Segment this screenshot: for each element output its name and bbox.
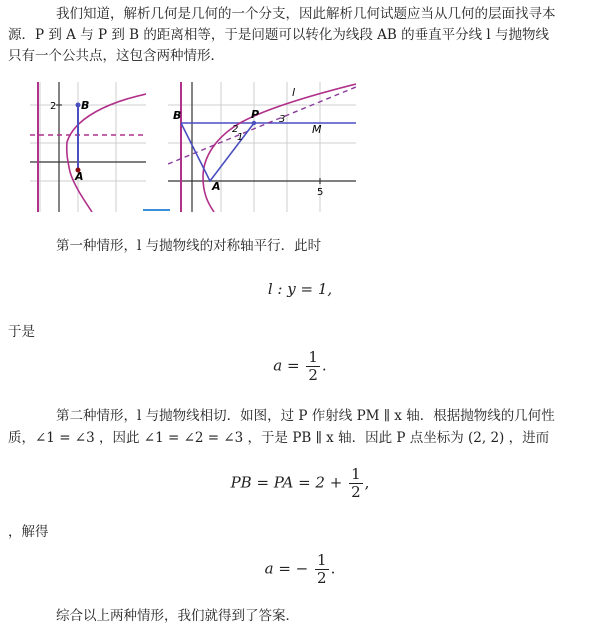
figure-divider-accent xyxy=(143,209,170,211)
case2-result-lhs: a = − xyxy=(264,559,309,578)
case1-result xyxy=(0,349,600,384)
label-B: B xyxy=(81,99,90,112)
case2-jiede: ，解得 xyxy=(8,524,49,540)
case2-equation xyxy=(0,466,600,501)
intro-line-1: 我们知道，解析几何是几何的一个分支，因此解析几何试题应当从几何的层面找寻本 xyxy=(56,6,556,22)
case2-result-tail: . xyxy=(330,559,336,578)
conclusion: 综合以上两种情形，我们就得到了答案． xyxy=(56,608,299,624)
parabola xyxy=(203,84,356,212)
case1-equation: l : y = 1, xyxy=(267,280,333,298)
case1-result-lhs: a = xyxy=(273,356,300,375)
case2-eq-fraction-num: 1 xyxy=(351,465,361,483)
intro-line-2: 源．P 到 A 与 P 到 B 的距离相等，于是问题可以转化为线段 AB 的垂直平分线 l 与抛物线 xyxy=(8,27,550,43)
label-angle-1: 1 xyxy=(237,132,244,143)
case2-result xyxy=(0,552,600,587)
case1-fraction xyxy=(306,349,320,384)
label-angle-2: 2 xyxy=(232,124,239,135)
label-l: l xyxy=(292,86,296,99)
case2-line-2: 质，∠1 = ∠3 ，因此 ∠1 = ∠2 = ∠3 ，于是 PB ∥ x 轴．因此 P 点坐标为 (2, 2) ，进而 xyxy=(8,430,550,446)
point-B xyxy=(76,103,81,108)
label-A: A xyxy=(75,170,84,183)
case1-fraction-num: 1 xyxy=(308,348,318,366)
intro-line-3: 只有一个公共点，这包含两种情形． xyxy=(8,48,224,64)
label-B: B xyxy=(173,109,182,122)
case1-yushi: 于是 xyxy=(8,324,35,340)
case1-text: 第一种情形，l 与抛物线的对称轴平行．此时 xyxy=(56,238,322,254)
case2-eq-lhs: PB = PA = 2 + xyxy=(230,473,343,492)
case2-eq-tail: , xyxy=(364,473,370,492)
case2-result-fraction-num: 1 xyxy=(317,551,327,569)
case1-fraction-den: 2 xyxy=(308,366,318,384)
case2-line-1: 第二种情形，l 与抛物线相切．如图，过 P 作射线 PM ∥ x 轴．根据抛物线的几何性 xyxy=(56,408,555,424)
label-A: A xyxy=(212,180,221,193)
label-angle-3: 3 xyxy=(279,114,286,125)
tick-x-5: 5 xyxy=(317,187,324,198)
case2-eq-fraction-den: 2 xyxy=(351,483,361,501)
point-P xyxy=(252,121,256,125)
label-P: P xyxy=(251,108,260,121)
case2-result-fraction-den: 2 xyxy=(317,569,327,587)
tick-y-2: 2 xyxy=(50,101,57,112)
case1-result-tail: . xyxy=(321,356,327,375)
figure-right-case2 xyxy=(168,82,356,212)
grid xyxy=(168,82,356,212)
label-M: M xyxy=(312,123,322,136)
case2-result-fraction xyxy=(315,552,329,587)
case2-eq-fraction xyxy=(349,466,363,501)
figure-left-case1 xyxy=(30,82,146,212)
